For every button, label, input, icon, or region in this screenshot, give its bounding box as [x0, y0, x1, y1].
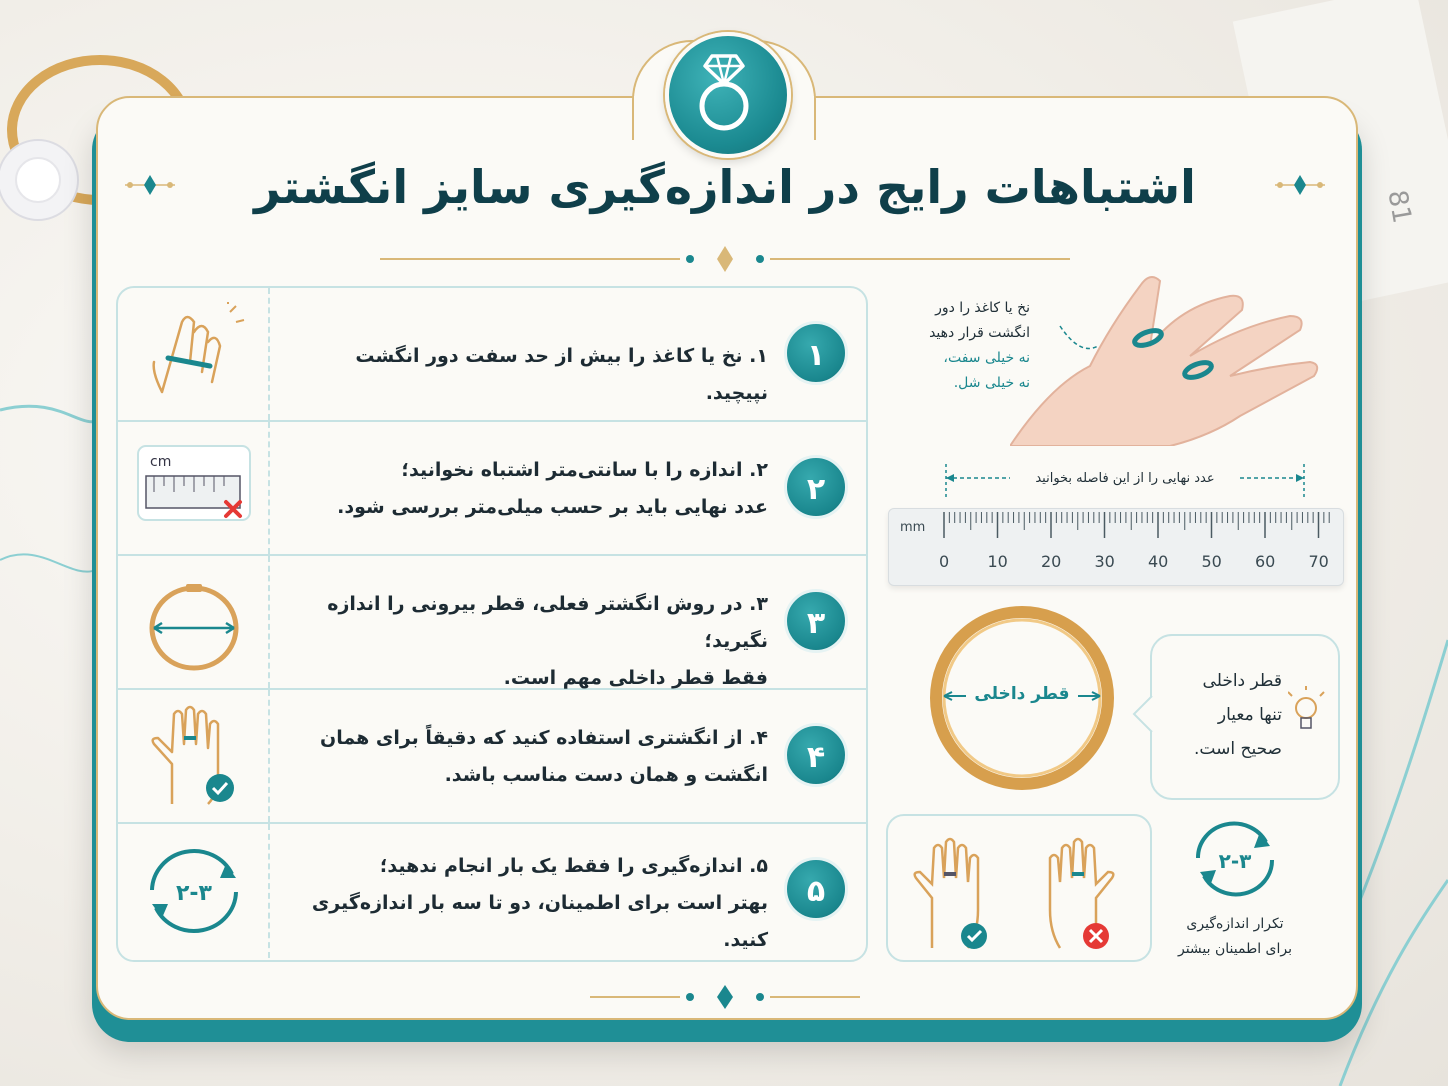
list-item — [118, 422, 866, 556]
svg-text:۲-۳: ۲-۳ — [1218, 849, 1252, 873]
wrong-hand-icon — [1026, 828, 1126, 958]
ruler-tick-label: 70 — [1308, 552, 1329, 571]
ruler-tick-label: 50 — [1201, 552, 1222, 571]
bottom-divider — [590, 984, 860, 1010]
hand-note: نخ یا کاغذ را دور انگشت قرار دهید نه خیلی سفت، نه خیلی شل. — [929, 300, 1030, 391]
ruler-tick-label: 0 — [939, 552, 950, 571]
repeat-caption: تکرار اندازه‌گیری برای اطمینان بیشتر — [1177, 916, 1293, 957]
mistake-text: ۲. اندازه را با سانتی‌متر اشتباه نخوانید؛ عدد نهایی باید بر حسب میلی‌متر بررسی شود. — [337, 459, 768, 518]
tip-bubble: قطر داخلی تنها معیار صحیح است. — [1150, 634, 1340, 800]
lightbulb-icon — [1288, 686, 1328, 746]
diamond-ring-icon — [669, 36, 779, 146]
repeat-measure-icon — [1188, 818, 1282, 898]
cm-ruler-wrong-icon — [132, 436, 256, 542]
mistake-text: ۱. نخ یا کاغذ را بیش از حد سفت دور انگشت نپیچید. — [355, 345, 768, 404]
step-number: ۳ — [784, 589, 848, 653]
left-ornament-icon — [120, 170, 180, 200]
repeat-2-3-icon — [132, 838, 256, 944]
ruler-ticks — [888, 508, 1342, 548]
list-item — [118, 556, 866, 690]
mistakes-list — [116, 286, 868, 962]
mistake-text: ۵. اندازه‌گیری را فقط یک بار انجام ندهید؛ بهتر است برای اطمینان، دو تا سه بار اندازه‌گیری کنید. — [311, 855, 768, 951]
tight-thread-finger-icon — [132, 302, 256, 408]
ruler-tick-label: 10 — [987, 552, 1008, 571]
correct-hand-icon — [902, 828, 1002, 958]
mistake-text: ۳. در روش انگشتر فعلی، قطر بیرونی را اندازه نگیرید؛ فقط قطر داخلی مهم است. — [327, 593, 768, 689]
inner-diameter-label: قطر داخلی — [966, 684, 1078, 706]
ruler-tick-label: 60 — [1255, 552, 1276, 571]
list-item — [118, 824, 866, 958]
right-ornament-icon — [1270, 170, 1330, 200]
step-number: ۲ — [784, 455, 848, 519]
svg-text:۲-۳: ۲-۳ — [176, 881, 212, 906]
ring-outer-diameter-icon — [132, 570, 256, 676]
ruler-tick-label: 40 — [1148, 552, 1169, 571]
mistake-text: ۴. از انگشتری استفاده کنید که دقیقاً برای همان انگشت و همان دست مناسب باشد. — [320, 727, 768, 786]
page-title: اشتباهات رایج در اندازه‌گیری سایز انگشتر — [254, 160, 1196, 214]
svg-text:81: 81 — [1381, 187, 1417, 226]
svg-text:cm: cm — [150, 454, 172, 470]
ring-badge — [665, 32, 791, 158]
step-number: ۱ — [784, 321, 848, 385]
hand-measuring-illustration — [1010, 266, 1350, 446]
title-divider — [380, 244, 1070, 274]
correct-hand-ring-icon — [132, 704, 256, 810]
list-item — [118, 288, 866, 422]
list-item — [118, 690, 866, 824]
ruler-tick-label: 30 — [1094, 552, 1115, 571]
ruler-caption: عدد نهایی را از این فاصله بخوانید — [1035, 471, 1215, 486]
hands-comparison — [886, 814, 1152, 962]
ruler-tick-label: 20 — [1041, 552, 1062, 571]
step-number: ۵ — [784, 857, 848, 921]
ruler-unit: mm — [900, 520, 926, 535]
step-number: ۴ — [784, 723, 848, 787]
